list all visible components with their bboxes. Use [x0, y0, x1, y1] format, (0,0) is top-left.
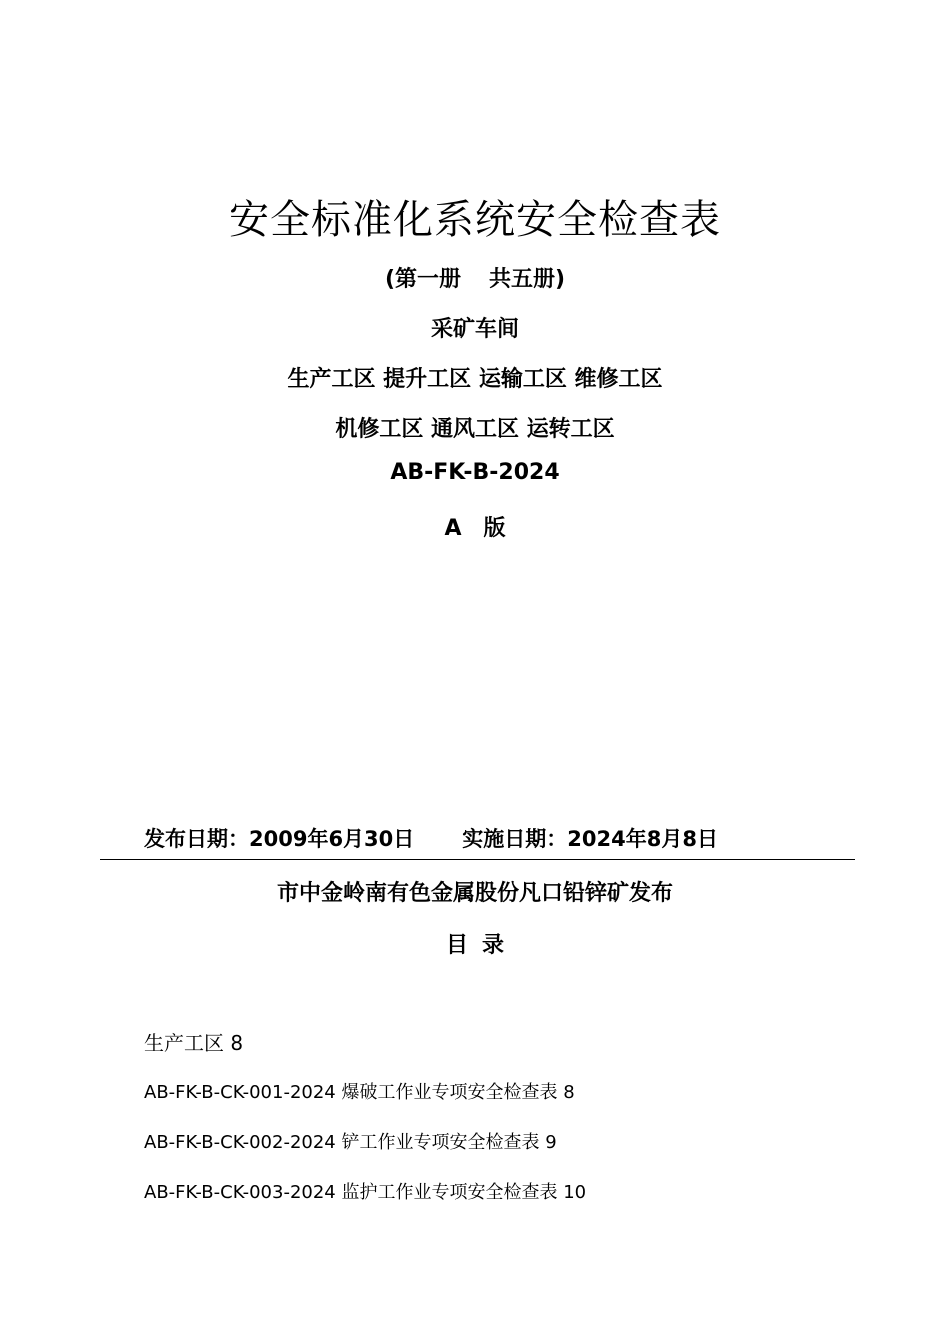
document-number: AB-FK-B-2024 — [390, 460, 560, 485]
work-areas-line-2: 机修工区 通风工区 运转工区 — [335, 417, 615, 442]
toc-section[interactable]: 生产工区 8 — [144, 1031, 244, 1055]
publisher: 市中金岭南有色金属股份凡口铅锌矿发布 — [276, 881, 673, 906]
divider-line — [100, 859, 855, 860]
date-line — [144, 823, 718, 853]
volume-total: 共五册) — [489, 267, 566, 292]
toc-title-left: 目 — [445, 933, 468, 958]
edition-word: 版 — [483, 516, 506, 541]
volume-info — [0, 262, 950, 293]
edition — [0, 511, 950, 542]
toc-item[interactable]: AB-FK-B-CK-001-2024 爆破工作业专项安全检查表 8 — [144, 1082, 575, 1103]
release-date: 发布日期：2009年6月30日 — [144, 827, 415, 851]
toc-title-right: 录 — [482, 933, 505, 958]
volume-number: (第一册 — [384, 267, 461, 292]
document-title: 安全标准化系统安全检查表 — [229, 197, 721, 243]
toc-item[interactable]: AB-FK-B-CK-002-2024 铲工作业专项安全检查表 9 — [144, 1132, 557, 1153]
workshop-name: 采矿车间 — [430, 317, 519, 342]
edition-letter: A — [444, 516, 462, 541]
work-areas-line-1: 生产工区 提升工区 运输工区 维修工区 — [287, 367, 663, 392]
toc-item[interactable]: AB-FK-B-CK-003-2024 监护工作业专项安全检查表 10 — [144, 1182, 587, 1203]
effective-date: 实施日期：2024年8月8日 — [462, 827, 718, 851]
toc-title — [0, 928, 950, 959]
